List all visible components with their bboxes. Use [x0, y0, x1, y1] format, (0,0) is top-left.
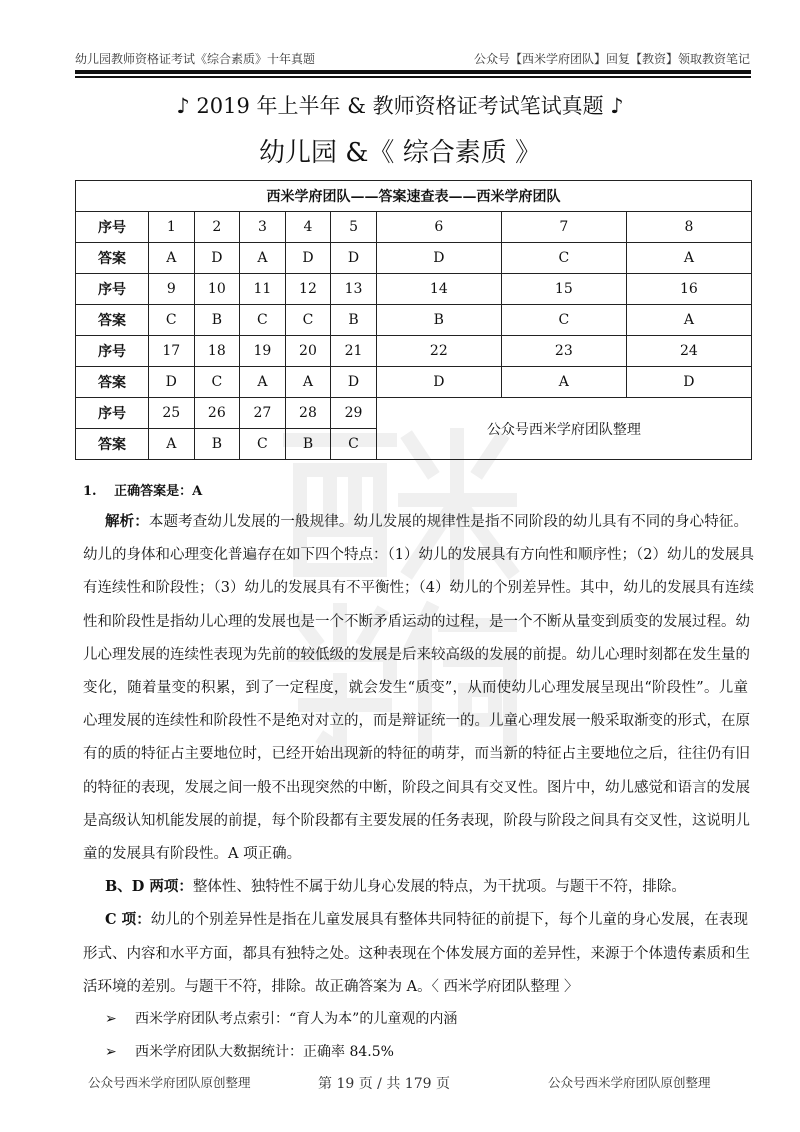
question-number: 18 [194, 336, 240, 367]
answer-cell: A [626, 305, 751, 336]
question-number: 17 [149, 336, 195, 367]
answer-cell: A [240, 367, 286, 398]
question-number: 27 [240, 398, 286, 429]
answer-cell: D [194, 243, 240, 274]
page-title: ♪ 2019 年上半年 & 教师资格证考试笔试真题 ♪ [176, 94, 624, 118]
analysis-text: 有连续性和阶段性；（3）幼儿的发展具有不平衡性；（4）幼儿的个别差异性。其中，幼儿的发展具有连续 [83, 580, 754, 597]
page-number: 第 19 页 / 共 179 页 [318, 1076, 450, 1092]
text-line [105, 908, 748, 929]
answer-cell: B [376, 305, 501, 336]
row-label: 序号 [76, 212, 149, 243]
table-caption: 西米学府团队——答案速查表——西米学府团队 [76, 181, 752, 212]
bullet-item [105, 1041, 394, 1061]
analysis-text: 性和阶段性是指幼儿心理的发展也是一个不断矛盾运动的过程，是一个不断从量变到质变的发展过程。幼 [83, 613, 750, 630]
question-number: 20 [285, 336, 331, 367]
answer-cell: C [331, 429, 377, 460]
text-line [83, 742, 748, 763]
question-number: 4 [285, 212, 331, 243]
row-label: 序号 [76, 274, 149, 305]
analysis-text: 心理发展的连续性和阶段性不是绝对对立的，而是辩证统一的。儿童心理发展一般采取渐变的形式，在原 [83, 713, 750, 730]
answer-cell: B [285, 429, 331, 460]
answer-cell: A [240, 243, 286, 274]
answer-cell: D [149, 367, 195, 398]
question-number: 25 [149, 398, 195, 429]
answer-cell: D [376, 367, 501, 398]
analysis-text: 本题考查幼儿发展的一般规律。幼儿发展的规律性是指不同阶段的幼儿具有不同的身心特征。 [148, 514, 749, 530]
answer-cell: C [285, 305, 331, 336]
text-line [83, 942, 748, 963]
answer-cell: C [149, 305, 195, 336]
answer-cell: A [626, 243, 751, 274]
header-rule [75, 70, 751, 74]
table-note: 公众号西米学府团队整理 [376, 398, 751, 460]
answer-cell: C [240, 429, 286, 460]
header-left: 幼儿园教师资格证考试《综合素质》十年真题 [75, 52, 316, 66]
question-number: 12 [285, 274, 331, 305]
question-number: 29 [331, 398, 377, 429]
text-line [83, 776, 748, 797]
question-number: 1 [149, 212, 195, 243]
question-number: 14 [376, 274, 501, 305]
analysis-text: 童的发展具有阶段性。A 项正确。 [83, 846, 302, 862]
answer-row [76, 243, 752, 274]
analysis-text: 的特征的表现，发展之间一般不出现突然的中断，阶段之间具有交叉性。图片中，幼儿感觉和语言的发展 [83, 779, 750, 796]
question-number: 28 [285, 398, 331, 429]
answer-cell: C [501, 305, 626, 336]
answer-cell: D [331, 243, 377, 274]
bullet-text: 西米学府团队考点索引：“育人为本”的儿童观的内涵 [135, 1011, 458, 1027]
footer-right: 公众号西米学府团队原创整理 [548, 1075, 711, 1090]
question-number: 16 [626, 274, 751, 305]
analysis-text: 儿心理发展的连续性表现为先前的较低级的发展是后来较高级的发展的前提。幼儿心理时刻都在发生量的 [83, 646, 750, 663]
text-line [83, 643, 748, 664]
row-label: 答案 [76, 305, 149, 336]
option-bd-label: B、D 两项： [105, 878, 193, 896]
text-line [83, 709, 748, 730]
option-bd-text: 整体性、独特性不属于幼儿身心发展的特点，为干扰项。与题干不符，排除。 [192, 879, 686, 896]
analysis-text: 变化，随着量变的积累，到了一定程度，就会发生“质变”，从而使幼儿心理发展呈现出“阶段性”。儿童 [83, 680, 748, 696]
answer-row [76, 305, 752, 336]
text-line [83, 610, 748, 631]
option-c-text: 形式、内容和水平方面，都具有独特之处。这种表现在个体发展方面的差异性，来源于个体遗传素质和生 [83, 945, 750, 962]
header-rule-thin [75, 76, 751, 78]
text-line [105, 875, 748, 896]
analysis-label: 解析： [105, 513, 149, 530]
question-number: 15 [501, 274, 626, 305]
question-heading: 1. 正确答案是：A [83, 484, 203, 499]
analysis-text: 有的质的特征占主要地位时，已经开始出现新的特征的萌芽，而当新的特征占主要地位之后，往往仍有旧 [83, 746, 750, 763]
text-line [83, 842, 748, 863]
text-line [83, 809, 748, 830]
text-line [83, 676, 748, 697]
question-number: 11 [240, 274, 286, 305]
answer-table [75, 180, 752, 460]
answer-cell: D [331, 367, 377, 398]
analysis-text: 幼儿的身体和心理变化普遍存在如下四个特点：（1）幼儿的发展具有方向性和顺序性；（2）幼儿的发展具 [83, 547, 754, 564]
bullet-text: 西米学府团队大数据统计：正确率 84.5% [135, 1044, 394, 1061]
question-number: 24 [626, 336, 751, 367]
analysis-text: 是高级认知机能发展的前提，每个阶段都有主要发展的任务表现，阶段与阶段之间具有交叉性，这说明儿 [83, 812, 750, 829]
question-number: 9 [149, 274, 195, 305]
bullet-item [105, 1008, 457, 1028]
question-number: 2 [194, 212, 240, 243]
question-number: 26 [194, 398, 240, 429]
question-number: 3 [240, 212, 286, 243]
option-c-text: 幼儿的个别差异性是指在儿童发展具有整体共同特征的前提下，每个儿童的身心发展，在表现 [150, 912, 748, 929]
question-number: 23 [501, 336, 626, 367]
text-line [83, 576, 754, 597]
number-row [76, 336, 752, 367]
arrow-bullet-icon: ➢ [105, 1011, 117, 1027]
answer-cell: A [285, 367, 331, 398]
question-number: 13 [331, 274, 377, 305]
answer-cell: D [376, 243, 501, 274]
text-line [83, 543, 754, 564]
question-number: 19 [240, 336, 286, 367]
row-label: 序号 [76, 398, 149, 429]
arrow-bullet-icon: ➢ [105, 1044, 117, 1061]
text-line [83, 975, 748, 996]
number-row [76, 274, 752, 305]
option-c-label: C 项： [105, 911, 151, 929]
footer-left: 公众号西米学府团队原创整理 [88, 1075, 251, 1090]
page-subtitle: 幼儿园 &《 综合素质 》 [259, 138, 541, 168]
question-number: 8 [626, 212, 751, 243]
answer-cell: C [194, 367, 240, 398]
row-label: 序号 [76, 336, 149, 367]
row-label: 答案 [76, 429, 149, 460]
question-number: 7 [501, 212, 626, 243]
answer-cell: C [501, 243, 626, 274]
answer-cell: B [194, 429, 240, 460]
header-right: 公众号【西米学府团队】回复【教资】领取教资笔记 [473, 52, 750, 66]
answer-cell: A [501, 367, 626, 398]
question-number: 6 [376, 212, 501, 243]
answer-cell: B [194, 305, 240, 336]
question-number: 5 [331, 212, 377, 243]
row-label: 答案 [76, 367, 149, 398]
question-number: 22 [376, 336, 501, 367]
answer-cell: D [285, 243, 331, 274]
number-row [76, 212, 752, 243]
question-number: 21 [331, 336, 377, 367]
answer-cell: A [149, 243, 195, 274]
option-c-text: 活环境的差别。与题干不符，排除。故正确答案为 A。〈 西米学府团队整理 〉 [83, 978, 579, 995]
number-row [76, 398, 752, 429]
answer-cell: C [240, 305, 286, 336]
row-label: 答案 [76, 243, 149, 274]
answer-cell: D [626, 367, 751, 398]
text-line [105, 510, 748, 531]
answer-cell: B [331, 305, 377, 336]
question-number: 10 [194, 274, 240, 305]
answer-cell: A [149, 429, 195, 460]
answer-row [76, 367, 752, 398]
